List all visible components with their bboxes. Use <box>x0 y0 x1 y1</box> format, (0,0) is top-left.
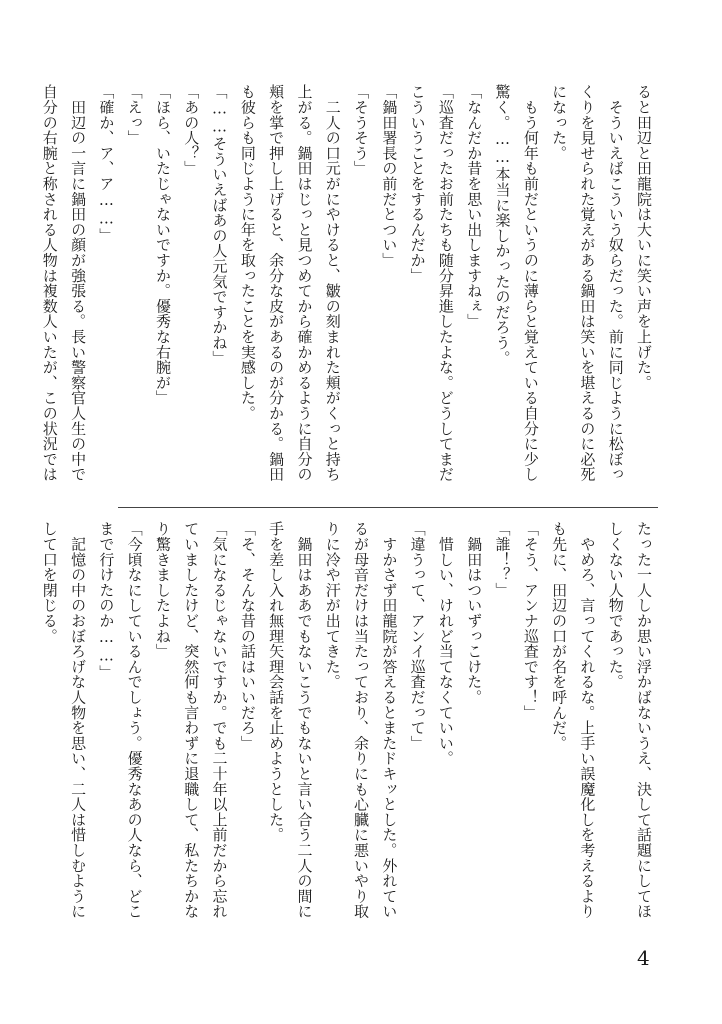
text-line: り驚きましたよね」 <box>153 521 172 659</box>
text-line: 驚く。……本当に楽しかったのだろう。 <box>493 84 512 366</box>
text-line: 二人の口元がにやけると、皺の刻まれた頬がくっと持ち <box>323 84 342 482</box>
text-line: 惜しい、けれど当てなくていい。 <box>436 521 455 766</box>
text-line: たった一人しか思い浮かばないうえ、決して話題にしてほ <box>635 521 653 919</box>
upper-text-block <box>40 84 658 492</box>
text-line: りに冷や汗が出てきた。 <box>323 521 342 690</box>
text-line: 鍋田はついずっこけた。 <box>465 521 484 705</box>
text-line: 自分の右腕と称される人物は複数人いたが、この状況では <box>40 84 59 482</box>
text-line: も彼らも同じように年を取ったことを実感した。 <box>238 84 257 421</box>
text-line: 鍋田はああでもないこうでもないと言い合う二人の間に <box>295 521 314 919</box>
text-line: 田辺の一言に鍋田の顔が強張る。長い警察官人生の中で <box>69 84 88 482</box>
text-line: 頬を掌で押し上げると、余分な皮があるのが分かる。鍋田 <box>267 84 286 482</box>
text-line: 「そう、アンナ巡査です！」 <box>521 521 540 720</box>
text-line: 「ほら、いたじゃないですか。優秀な右腕が」 <box>153 84 172 406</box>
text-line: 「そうそう」 <box>352 84 371 176</box>
text-line: こういうことをするんだか」 <box>408 84 427 283</box>
text-line: しくない人物であった。 <box>606 521 625 690</box>
page-number: 4 <box>637 946 650 970</box>
text-line: 「今頃なにしているんでしょう。優秀なあの人なら、どこ <box>125 521 144 919</box>
text-line: になった。 <box>550 84 569 161</box>
text-line: 記憶の中のおぼろげな人物を思い、二人は惜しむように <box>69 521 88 919</box>
text-line: 上がる。鍋田はじっと見つめてから確かめるように自分の <box>295 84 314 482</box>
tier-divider <box>118 507 658 508</box>
text-line: 「あの人？」 <box>182 84 201 176</box>
text-line: 手を差し入れ無理矢理会話を止めようとした。 <box>267 521 286 843</box>
text-line: くりを見せられた覚えがある鍋田は笑いを堪えるのに必死 <box>578 84 597 482</box>
text-line: 「気になるじゃないですか。でも二十年以上前だから忘れ <box>210 521 229 919</box>
text-line: るが母音だけは当たっており、余りにも心臓に悪いやり取 <box>352 521 371 919</box>
text-line: 「確か、ア、ア……」 <box>97 84 116 243</box>
text-line: 「……そういえばあの人元気ですかね」 <box>210 84 229 366</box>
lower-text-block <box>40 521 658 933</box>
text-line: まで行けたのか……」 <box>97 521 116 680</box>
text-line: 「えっ」 <box>125 84 144 146</box>
text-line: も先に、田辺の口が名を呼んだ。 <box>550 521 569 751</box>
text-line: もう何年も前だというのに薄らと覚えている自分に少し <box>521 84 540 482</box>
text-line: 「誰！？」 <box>493 521 512 598</box>
text-line: して口を閉じる。 <box>40 521 59 644</box>
text-line: そういえばこういう奴らだった。前に同じように松ぼっ <box>606 84 625 482</box>
text-line: 「巡査だったお前たちも随分昇進したよな。どうしてまだ <box>436 84 455 482</box>
text-line: 「そ、そんな昔の話はいいだろ」 <box>238 521 257 751</box>
text-line: 「なんだか昔を思い出しますねぇ」 <box>465 84 484 329</box>
text-line: ると田辺と田龍院は大いに笑い声を上げた。 <box>635 84 653 390</box>
text-line: 「鍋田署長の前だとつい」 <box>380 84 399 268</box>
text-line: やめろ、言ってくれるな。上手い誤魔化しを考えるより <box>578 521 597 919</box>
text-line: ていましたけど、突然何も言わずに退職して、私たちかな <box>182 521 201 919</box>
text-line: すかさず田龍院が答えるとまたドキッとした。外れてい <box>380 521 399 919</box>
text-line: 「違うって、アンイ巡査だって」 <box>408 521 427 751</box>
